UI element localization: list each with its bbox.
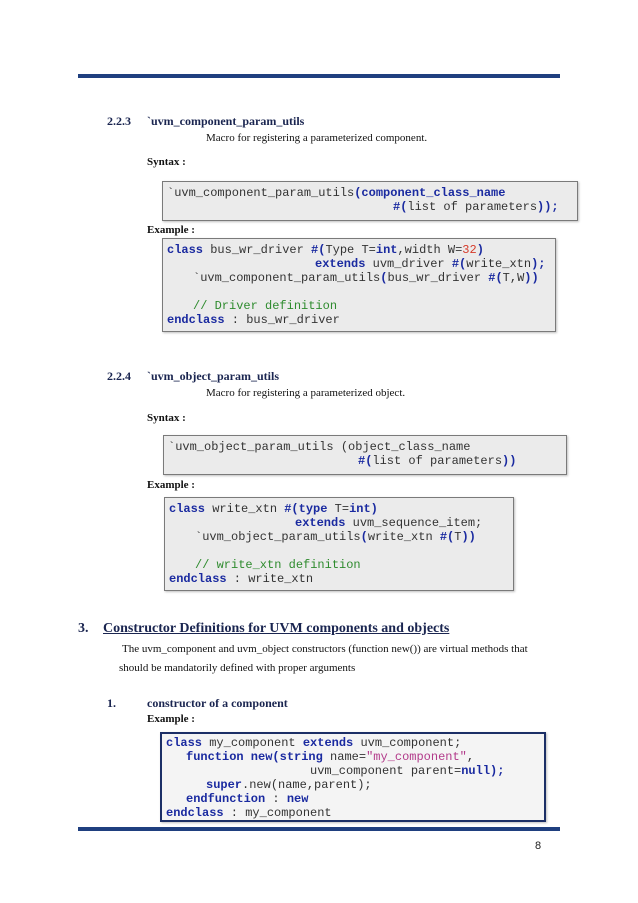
constructor-code-block [160,732,546,822]
code-line: function new(string name="my_component", [186,750,475,764]
section-title: `uvm_object_param_utils [147,369,279,383]
footer-rule [78,827,560,831]
page-number: 8 [535,840,542,852]
section-description: Macro for registering a parameterized component. [206,132,428,144]
paragraph-line: The uvm_component and uvm_object constructors (function new()) are virtual methods that [122,643,528,655]
section-number: 2.2.4 [107,369,131,383]
code-line: endclass : my_component [166,806,332,820]
code-line: `uvm_object_param_utils (object_class_name [168,440,471,454]
syntax-code-block [163,435,567,475]
example-code-block [162,238,556,332]
code-line: `uvm_component_param_utils(bus_wr_driver #(T,W)) [193,271,539,285]
code-line: class my_component extends uvm_component; [166,736,462,750]
code-line: endfunction : new [186,792,309,806]
code-comment: // Driver definition [193,299,338,313]
chapter-number: 3. [78,621,89,636]
code-line: extends uvm_sequence_item; [295,516,483,530]
list-item-number: 1. [107,696,116,710]
code-line: #(list of parameters)) [358,454,517,468]
chapter-title: Constructor Definitions for UVM components and objects [103,621,450,636]
list-item-title: constructor of a component [147,696,288,710]
syntax-label: Syntax : [147,156,186,168]
code-line: class bus_wr_driver #(Type T=int,width W=32) [167,243,484,257]
code-line: extends uvm_driver #(write_xtn); [315,257,546,271]
syntax-code-block [162,181,578,221]
code-line: class write_xtn #(type T=int) [169,502,378,516]
paragraph-line: should be mandatorily defined with proper arguments [119,662,356,674]
code-comment: // write_xtn definition [195,558,361,572]
syntax-label: Syntax : [147,412,186,424]
example-label: Example : [147,479,195,491]
code-line: endclass : bus_wr_driver [167,313,340,327]
example-code-block [164,497,514,591]
code-line: `uvm_component_param_utils(component_class_name [167,186,506,200]
code-line: #(list of parameters)); [393,200,559,214]
section-number: 2.2.3 [107,114,131,128]
code-line: endclass : write_xtn [169,572,314,586]
code-line: `uvm_object_param_utils(write_xtn #(T)) [195,530,476,544]
section-description: Macro for registering a parameterized object. [206,387,406,399]
code-line: super.new(name,parent); [206,778,372,792]
example-label: Example : [147,224,195,236]
example-label: Example : [147,713,195,725]
section-title: `uvm_component_param_utils [147,114,305,128]
header-rule [78,74,560,78]
code-line: uvm_component parent=null); [310,764,505,778]
